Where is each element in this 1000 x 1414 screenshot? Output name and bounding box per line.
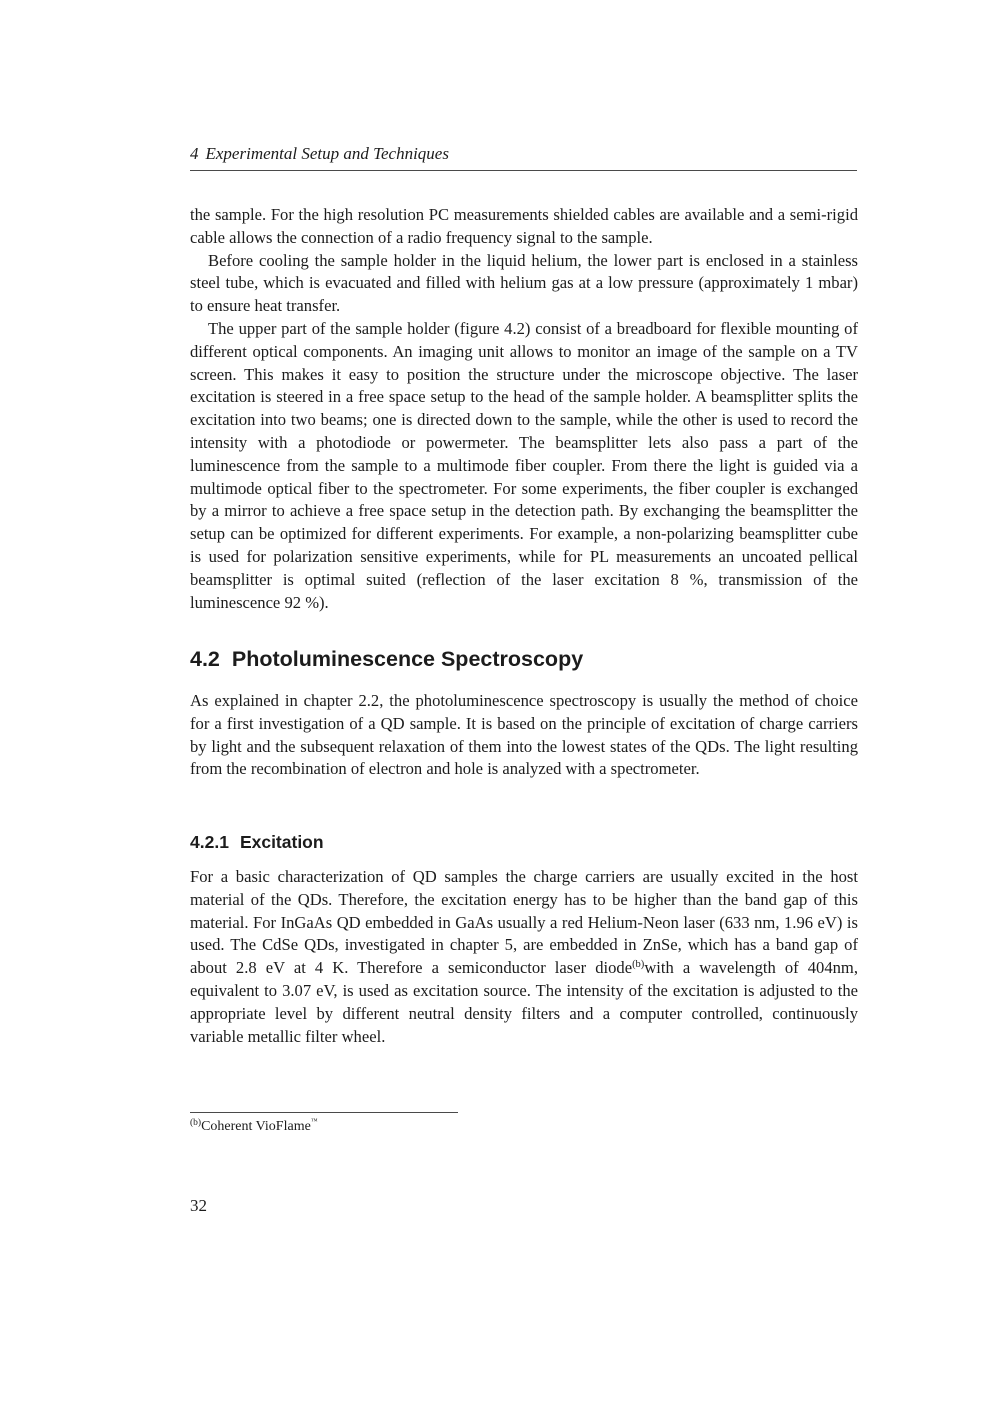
subsection-heading [190, 829, 324, 855]
paragraph: As explained in chapter 2.2, the photoluminescence spectroscopy is usually the method of choice for a first investigation of a QD sample. It is based on the principle of excitation of charge carriers by light and the subsequent relaxation of them into the lowest states of the QDs. The light resulting from the recombination of electron and hole is analyzed with a spectrometer. [190, 691, 858, 779]
paragraph-text: with a wavelength of 404nm, equivalent to 3.07 eV, is used as excitation source. The intensity of the excitation is adjusted to the appropriate level by different neutral density filters and a computer controlled, continuously variable metallic filter wheel. [190, 958, 858, 1046]
subsection-title: Excitation [239, 832, 324, 852]
body-text-top [190, 204, 858, 614]
footnote [190, 1117, 318, 1137]
paragraph: Before cooling the sample holder in the liquid helium, the lower part is enclosed in a stainless steel tube, which is evacuated and filled with helium gas at a low pressure (approximately 1 mbar) to ensure heat transfer. [190, 250, 858, 316]
subsection-body [190, 866, 858, 1048]
footnote-reference: (b) [632, 959, 645, 971]
header-chapter-number: 4 [190, 144, 199, 163]
subsection-number: 4.2.1 [190, 832, 229, 852]
section-intro [190, 690, 858, 781]
trademark-symbol: ™ [310, 1117, 318, 1125]
paragraph-text: For a basic characterization of QD samples the charge carriers are usually excited in the host material of the QDs. Therefore, the excitation energy has to be higher than the band gap of this material. For InGaAs QD embedded in GaAs usually a red Helium-Neon laser (633 nm, 1.96 eV) is used. The CdSe QDs, investigated in chapter 5, are embedded in ZnSe, which has a band gap of about 2.8 eV at 4 K. Therefore a semiconductor laser diode [190, 867, 858, 978]
section-title: Photoluminescence Spectroscopy [231, 647, 584, 671]
section-number: 4.2 [190, 647, 220, 671]
section-heading [190, 644, 583, 674]
paragraph: The upper part of the sample holder (figure 4.2) consist of a breadboard for flexible mounting of different optical components. An imaging unit allows to monitor an image of the sample on a TV screen. This makes it easy to position the structure under the microscope objective. The laser excitation is steered in a free space setup to the head of the sample holder. A beamsplitter splits the excitation into two beams; one is directed down to the sample, while the other is used to record the intensity with a photodiode or powermeter. The beamsplitter lets also pass a part of the luminescence from the sample to a multimode fiber coupler. From there the light is guided via a multimode optical fiber to the spectrometer. For some experiments, the fiber coupler is exchanged by a mirror to achieve a free space setup in the detection path. By exchanging the beamsplitter the setup can be optimized for different experiments. For example, a non-polarizing beamsplitter cube is used for polarization sensitive experiments, while for PL measurements an uncoated pellical beamsplitter is optimal suited (reflection of the laser excitation 8 %, transmission of the luminescence 92 %). [190, 318, 858, 612]
running-header [190, 142, 857, 171]
paragraph: the sample. For the high resolution PC measurements shielded cables are available and a semi-rigid cable allows the connection of a radio frequency signal to the sample. [190, 205, 858, 247]
footnote-mark: (b) [190, 1118, 202, 1128]
footnote-text: Coherent VioFlame [201, 1119, 311, 1134]
page-number: 32 [190, 1196, 207, 1215]
footnote-divider [190, 1112, 458, 1113]
paragraph [190, 866, 858, 1048]
header-chapter-title: Experimental Setup and Techniques [205, 144, 449, 163]
